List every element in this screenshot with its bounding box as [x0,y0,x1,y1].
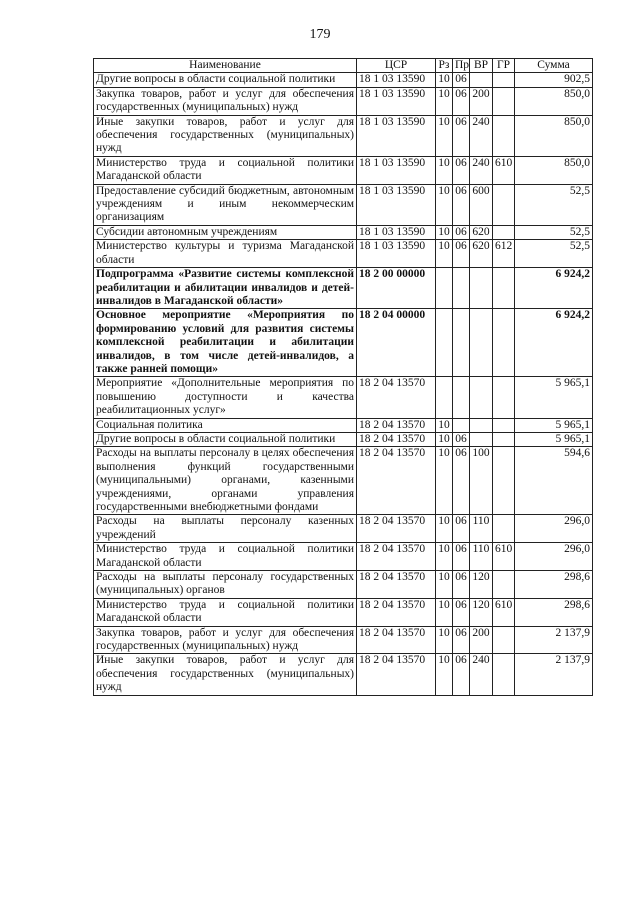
row-gr-cell [493,571,515,599]
row-rz-cell: 10 [436,447,453,515]
row-gr-cell [493,515,515,543]
row-rz-cell: 10 [436,184,453,225]
row-sum-cell: 594,6 [515,447,593,515]
row-gr-cell [493,184,515,225]
row-name-cell: Другие вопросы в области социальной политики [94,73,357,87]
row-pr-cell: 06 [453,240,470,268]
row-csr-cell: 18 2 04 13570 [357,571,436,599]
row-name-cell: Субсидии автономным учреждениям [94,225,357,239]
table-row [94,515,593,543]
row-rz-cell: 10 [436,515,453,543]
column-header-pr: Пр [453,59,470,73]
row-sum-cell: 52,5 [515,240,593,268]
row-gr-cell [493,225,515,239]
row-pr-cell: 06 [453,626,470,654]
row-rz-cell: 10 [436,654,453,695]
row-rz-cell: 10 [436,87,453,115]
row-gr-cell [493,654,515,695]
row-pr-cell: 06 [453,225,470,239]
table-header-row [94,59,593,73]
row-csr-cell: 18 1 03 13590 [357,184,436,225]
row-name-cell: Закупка товаров, работ и услуг для обеспечения государственных (муниципальных) нужд [94,626,357,654]
column-header-name: Наименование [94,59,357,73]
row-sum-cell: 850,0 [515,115,593,156]
table-row [94,184,593,225]
row-pr-cell [453,309,470,377]
table-row [94,268,593,309]
row-pr-cell: 06 [453,654,470,695]
row-csr-cell: 18 1 03 13590 [357,156,436,184]
row-rz-cell [436,309,453,377]
row-csr-cell: 18 1 03 13590 [357,225,436,239]
row-name-cell: Мероприятие «Дополнительные мероприятия по повышению доступности и качества реабилитационных услуг» [94,377,357,418]
row-csr-cell: 18 2 04 13570 [357,432,436,446]
row-rz-cell: 10 [436,571,453,599]
table-body [94,73,593,695]
row-sum-cell: 52,5 [515,184,593,225]
row-rz-cell: 10 [436,240,453,268]
row-name-cell: Министерство труда и социальной политики Магаданской области [94,598,357,626]
row-csr-cell: 18 2 04 13570 [357,654,436,695]
row-gr-cell [493,268,515,309]
table-row [94,225,593,239]
row-rz-cell: 10 [436,543,453,571]
budget-table [93,58,593,696]
row-csr-cell: 18 2 00 00000 [357,268,436,309]
row-name-cell: Основное мероприятие «Мероприятия по формированию условий для развития системы комплексной реабилитации и абилитации инвалидов, в том числе детей-инвалидов, а также ранней помощи» [94,309,357,377]
row-rz-cell: 10 [436,156,453,184]
row-sum-cell: 6 924,2 [515,309,593,377]
row-gr-cell [493,432,515,446]
row-sum-cell: 298,6 [515,598,593,626]
row-pr-cell: 06 [453,571,470,599]
table-row [94,240,593,268]
row-name-cell: Иные закупки товаров, работ и услуг для обеспечения государственных (муниципальных) нужд [94,654,357,695]
row-rz-cell: 10 [436,225,453,239]
row-vr-cell: 200 [470,87,493,115]
table-row [94,598,593,626]
row-vr-cell: 600 [470,184,493,225]
row-gr-cell: 610 [493,156,515,184]
row-vr-cell: 110 [470,543,493,571]
row-vr-cell [470,73,493,87]
row-name-cell: Иные закупки товаров, работ и услуг для обеспечения государственных (муниципальных) нужд [94,115,357,156]
row-name-cell: Закупка товаров, работ и услуг для обеспечения государственных (муниципальных) нужд [94,87,357,115]
row-name-cell: Другие вопросы в области социальной политики [94,432,357,446]
row-gr-cell [493,309,515,377]
row-vr-cell [470,377,493,418]
row-vr-cell: 620 [470,240,493,268]
row-csr-cell: 18 2 04 13570 [357,447,436,515]
row-vr-cell: 120 [470,598,493,626]
row-vr-cell [470,418,493,432]
row-sum-cell: 850,0 [515,156,593,184]
row-gr-cell [493,115,515,156]
row-rz-cell: 10 [436,432,453,446]
row-vr-cell: 240 [470,654,493,695]
table-row [94,432,593,446]
column-header-csr: ЦСР [357,59,436,73]
row-rz-cell: 10 [436,598,453,626]
table-row [94,87,593,115]
row-sum-cell: 296,0 [515,543,593,571]
row-csr-cell: 18 1 03 13590 [357,87,436,115]
row-sum-cell: 902,5 [515,73,593,87]
row-csr-cell: 18 2 04 13570 [357,418,436,432]
row-csr-cell: 18 1 03 13590 [357,73,436,87]
row-rz-cell: 10 [436,73,453,87]
row-name-cell: Министерство культуры и туризма Магаданской области [94,240,357,268]
row-vr-cell: 110 [470,515,493,543]
table-row [94,447,593,515]
row-pr-cell: 06 [453,515,470,543]
row-vr-cell: 240 [470,156,493,184]
table-row [94,418,593,432]
row-sum-cell: 6 924,2 [515,268,593,309]
row-name-cell: Подпрограмма «Развитие системы комплексной реабилитации и абилитации инвалидов и детей-инвалидов в Магаданской области» [94,268,357,309]
row-pr-cell: 06 [453,87,470,115]
row-vr-cell: 200 [470,626,493,654]
row-csr-cell: 18 2 04 13570 [357,626,436,654]
row-vr-cell: 100 [470,447,493,515]
row-csr-cell: 18 2 04 13570 [357,543,436,571]
row-name-cell: Расходы на выплаты персоналу казенных учреждений [94,515,357,543]
row-name-cell: Предоставление субсидий бюджетным, автономным учреждениям и иным некоммерческим организациям [94,184,357,225]
table-row [94,156,593,184]
row-name-cell: Министерство труда и социальной политики Магаданской области [94,156,357,184]
row-sum-cell: 850,0 [515,87,593,115]
row-csr-cell: 18 2 04 13570 [357,515,436,543]
row-name-cell: Министерство труда и социальной политики Магаданской области [94,543,357,571]
row-csr-cell: 18 2 04 00000 [357,309,436,377]
row-vr-cell [470,432,493,446]
row-sum-cell: 5 965,1 [515,377,593,418]
row-pr-cell: 06 [453,156,470,184]
row-csr-cell: 18 1 03 13590 [357,115,436,156]
row-csr-cell: 18 2 04 13570 [357,598,436,626]
table-row [94,626,593,654]
row-gr-cell: 610 [493,543,515,571]
row-csr-cell: 18 2 04 13570 [357,377,436,418]
row-name-cell: Социальная политика [94,418,357,432]
row-vr-cell: 620 [470,225,493,239]
row-sum-cell: 5 965,1 [515,418,593,432]
page-number: 179 [309,27,331,42]
row-pr-cell: 06 [453,184,470,225]
row-rz-cell [436,268,453,309]
row-sum-cell: 5 965,1 [515,432,593,446]
table-row [94,377,593,418]
row-sum-cell: 2 137,9 [515,654,593,695]
row-gr-cell [493,87,515,115]
row-csr-cell: 18 1 03 13590 [357,240,436,268]
row-sum-cell: 298,6 [515,571,593,599]
table-row [94,571,593,599]
row-pr-cell [453,418,470,432]
table-row [94,73,593,87]
row-gr-cell: 610 [493,598,515,626]
row-vr-cell [470,268,493,309]
row-vr-cell: 240 [470,115,493,156]
row-rz-cell [436,377,453,418]
row-gr-cell [493,418,515,432]
column-header-rz: Рз [436,59,453,73]
column-header-gr: ГР [493,59,515,73]
row-name-cell: Расходы на выплаты персоналу государственных (муниципальных) органов [94,571,357,599]
column-header-sum: Сумма [515,59,593,73]
row-rz-cell: 10 [436,626,453,654]
row-sum-cell: 2 137,9 [515,626,593,654]
table-row [94,309,593,377]
row-sum-cell: 296,0 [515,515,593,543]
row-pr-cell: 06 [453,543,470,571]
row-gr-cell [493,73,515,87]
row-rz-cell: 10 [436,115,453,156]
column-header-vr: ВР [470,59,493,73]
row-gr-cell: 612 [493,240,515,268]
row-vr-cell: 120 [470,571,493,599]
row-pr-cell [453,268,470,309]
row-pr-cell: 06 [453,115,470,156]
row-gr-cell [493,626,515,654]
row-gr-cell [493,377,515,418]
table-row [94,654,593,695]
row-vr-cell [470,309,493,377]
row-pr-cell: 06 [453,447,470,515]
row-pr-cell: 06 [453,598,470,626]
row-pr-cell [453,377,470,418]
row-name-cell: Расходы на выплаты персоналу в целях обеспечения выполнения функций государственными (муниципальными) органами, казенными учреждениями, органами управления государственными внебюджетными фондами [94,447,357,515]
row-sum-cell: 52,5 [515,225,593,239]
row-gr-cell [493,447,515,515]
table-row [94,115,593,156]
row-pr-cell: 06 [453,432,470,446]
row-rz-cell: 10 [436,418,453,432]
table-row [94,543,593,571]
row-pr-cell: 06 [453,73,470,87]
